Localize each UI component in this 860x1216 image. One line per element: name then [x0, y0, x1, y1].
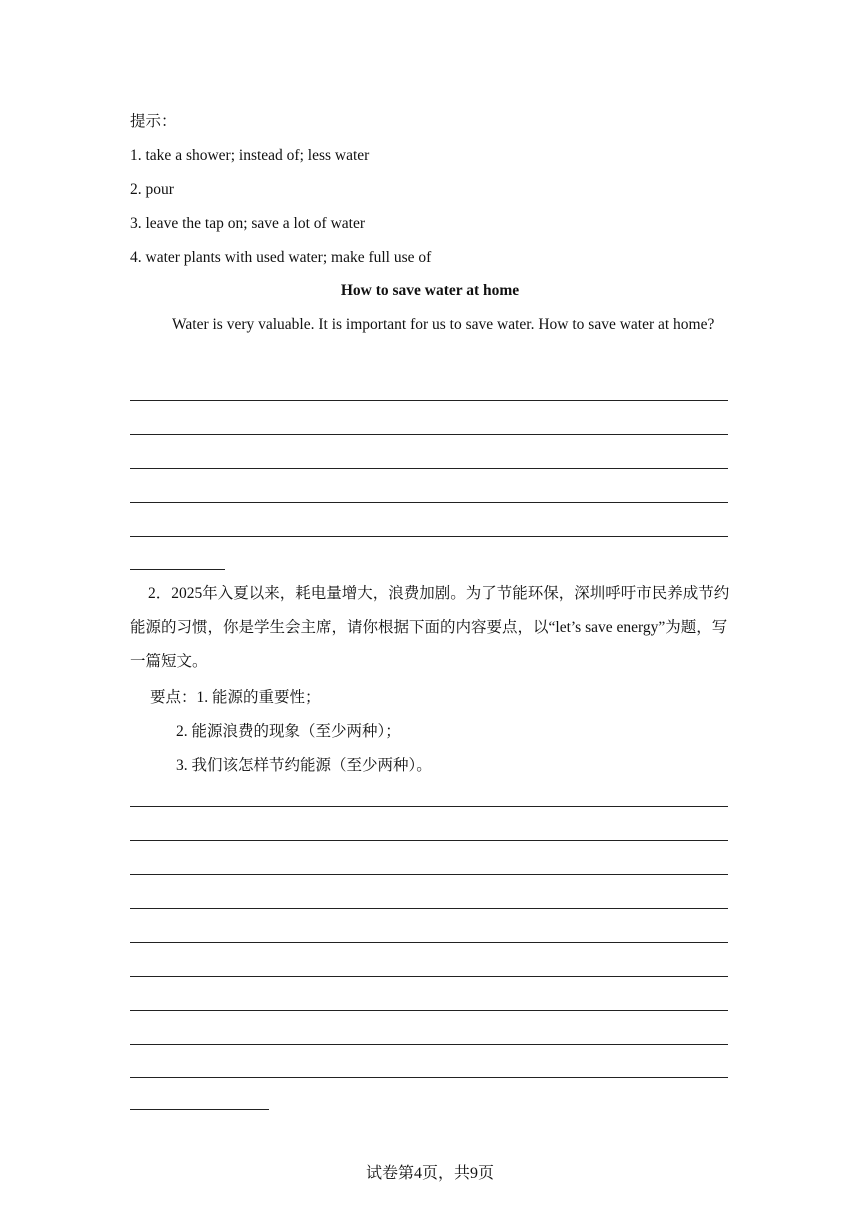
task2-prompt: 2．2025年入夏以来，耗电量增大，浪费加剧。为了节能环保，深圳呼吁市民养成节约能源的习惯，你是学生会主席，请你根据下面的内容要点，以“let’s save energy”为题，写一篇短文。 [130, 585, 730, 670]
essay-title: How to save water at home [340, 282, 520, 299]
writing-line[interactable] [130, 942, 728, 943]
page-footer: 试卷第4页，共9页 [365, 1165, 494, 1182]
task2-point-2: 2. 能源浪费的现象（至少两种）； [176, 723, 401, 740]
writing-line[interactable] [130, 874, 728, 875]
writing-line-end[interactable] [130, 1109, 269, 1110]
hint-item-4: 4. water plants with used water; make full use of [130, 249, 432, 266]
hint-heading: 提示： [130, 113, 177, 130]
hint-item-2: 2. pour [130, 181, 174, 198]
writing-line[interactable] [130, 434, 728, 435]
writing-line[interactable] [130, 840, 728, 841]
writing-line[interactable] [130, 806, 728, 807]
essay-intro: Water is very valuable. It is important for us to save water. How to save water at home? [172, 316, 715, 333]
writing-line[interactable] [130, 908, 728, 909]
writing-line[interactable] [130, 536, 728, 537]
writing-line[interactable] [130, 976, 728, 977]
hint-item-1: 1. take a shower; instead of; less water [130, 147, 370, 164]
writing-line[interactable] [130, 1044, 728, 1045]
writing-line[interactable] [130, 400, 728, 401]
writing-line[interactable] [130, 1010, 728, 1011]
writing-line[interactable] [130, 468, 728, 469]
writing-line-end[interactable] [130, 569, 225, 570]
hint-item-3: 3. leave the tap on; save a lot of water [130, 215, 365, 232]
task2-point-3: 3. 我们该怎样节约能源（至少两种）。 [176, 757, 432, 774]
task2-point-1: 要点：1. 能源的重要性； [150, 689, 321, 706]
writing-line[interactable] [130, 502, 728, 503]
writing-line[interactable] [130, 1077, 728, 1078]
